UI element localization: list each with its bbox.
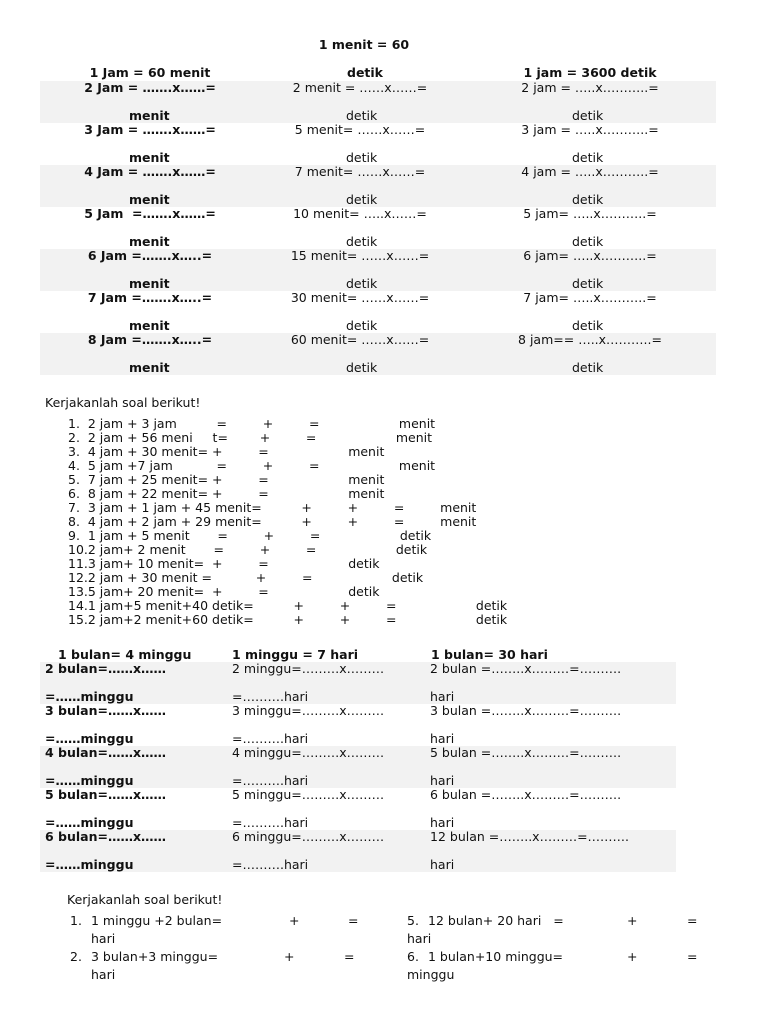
table-cell: menit <box>129 108 170 123</box>
list-item: 1. 2 jam + 3 jam = + = menit <box>68 416 436 431</box>
equals-sign: = <box>687 913 698 928</box>
table-cell: 8 Jam =…….x…..= <box>87 332 213 347</box>
list-item: 15.2 jam+2 menit+60 detik= + + = detik <box>68 612 508 627</box>
table-cell: hari <box>430 815 455 830</box>
list-item-number: 2. <box>70 949 82 964</box>
table-cell: =……minggu <box>45 773 134 788</box>
table-cell: =……….hari <box>232 731 309 746</box>
list-item: 6. 8 jam + 22 menit= + = menit <box>68 486 385 501</box>
table-cell: 6 jam= …..x………..= <box>523 248 657 263</box>
table-cell: 3 bulan=……x…… <box>45 703 167 718</box>
table-cell: 5 menit= ……x……= <box>294 122 426 137</box>
list-item: 3. 4 jam + 30 menit= + = menit <box>68 444 385 459</box>
list-item: 11.3 jam+ 10 menit= + = detik <box>68 556 380 571</box>
table-cell: detik <box>346 234 378 249</box>
plus-sign: + <box>289 913 300 928</box>
header-jam-detik: 1 jam = 3600 detik <box>523 65 657 80</box>
list-item: 10.2 jam+ 2 menit = + = detik <box>68 542 428 557</box>
table-cell: menit <box>129 360 170 375</box>
table-cell: 5 Jam =…….x……= <box>84 206 216 221</box>
table-cell: 4 minggu=………x……… <box>232 745 385 760</box>
table-cell: =……….hari <box>232 815 309 830</box>
equals-sign: = <box>687 949 698 964</box>
table-cell: 30 menit= ……x……= <box>290 290 430 305</box>
list-item: 5. 7 jam + 25 menit= + = menit <box>68 472 385 487</box>
list-item: 1 bulan+10 minggu= <box>428 949 564 964</box>
table-cell: 7 jam= …..x………..= <box>523 290 657 305</box>
table-cell: =……….hari <box>232 689 309 704</box>
exercise2-heading: Kerjakanlah soal berikut! <box>67 892 223 907</box>
header-minggu-hari: 1 minggu = 7 hari <box>232 647 359 662</box>
unit-label: minggu <box>407 967 455 982</box>
table-cell: 2 jam = …..x………..= <box>521 80 659 95</box>
list-item: 13.5 jam+ 20 menit= + = detik <box>68 584 380 599</box>
table-cell: hari <box>430 773 455 788</box>
header-jam-menit: 1 Jam = 60 menit <box>89 65 211 80</box>
table-cell: detik <box>572 276 604 291</box>
table-cell: menit <box>129 150 170 165</box>
table-cell: detik <box>346 276 378 291</box>
table-cell: =……minggu <box>45 689 134 704</box>
list-item: 14.1 jam+5 menit+40 detik= + + = detik <box>68 598 508 613</box>
table-cell: 15 menit= ……x……= <box>290 248 430 263</box>
table-cell: detik <box>572 108 604 123</box>
table-cell: 3 jam = …..x………..= <box>521 122 659 137</box>
table-cell: 6 Jam =…….x…..= <box>87 248 213 263</box>
table-cell: 5 bulan=……x…… <box>45 787 167 802</box>
table-cell: 2 bulan=……x…… <box>45 661 167 676</box>
table-cell: 6 bulan=……x…… <box>45 829 167 844</box>
table-cell: menit <box>129 234 170 249</box>
table-cell: detik <box>572 318 604 333</box>
table-cell: 3 minggu=………x……… <box>232 703 385 718</box>
table-cell: detik <box>346 360 378 375</box>
list-item-number: 6. <box>407 949 419 964</box>
table-cell: =……….hari <box>232 857 309 872</box>
table-cell: 3 Jam = …….x……= <box>84 122 216 137</box>
table-cell: =……….hari <box>232 773 309 788</box>
table-cell: 2 minggu=………x……… <box>232 661 385 676</box>
table-cell: 60 menit= ……x……= <box>290 332 430 347</box>
table-cell: 3 bulan =……..x………=………. <box>430 703 622 718</box>
table-cell: 6 minggu=………x……… <box>232 829 385 844</box>
list-item: 1 minggu +2 bulan= <box>91 913 223 928</box>
table-cell: 5 bulan =……..x………=………. <box>430 745 622 760</box>
exercise1-heading: Kerjakanlah soal berikut! <box>45 395 201 410</box>
table-cell: 5 jam= …..x………..= <box>523 206 657 221</box>
table-cell: 4 Jam = …….x……= <box>84 164 216 179</box>
table-cell: detik <box>572 150 604 165</box>
table-cell: menit <box>129 318 170 333</box>
list-item: 3 bulan+3 minggu= <box>91 949 219 964</box>
list-item: 12 bulan+ 20 hari = <box>428 913 564 928</box>
table-cell: 2 Jam = …….x……= <box>84 80 216 95</box>
table-cell: =……minggu <box>45 857 134 872</box>
table-cell: =……minggu <box>45 731 134 746</box>
table-cell: hari <box>430 857 455 872</box>
list-item-number: 5. <box>407 913 419 928</box>
header-bulan-minggu: 1 bulan= 4 minggu <box>58 647 192 662</box>
table-cell: detik <box>346 150 378 165</box>
unit-label: hari <box>91 967 116 982</box>
equals-sign: = <box>348 913 359 928</box>
table-cell: detik <box>346 192 378 207</box>
table-cell: hari <box>430 731 455 746</box>
list-item-number: 1. <box>70 913 82 928</box>
table-cell: 4 bulan=……x…… <box>45 745 167 760</box>
table-cell: 2 bulan =……..x………=………. <box>430 661 622 676</box>
list-item: 12.2 jam + 30 menit = + = detik <box>68 570 424 585</box>
plus-sign: + <box>627 913 638 928</box>
table-cell: detik <box>346 108 378 123</box>
plus-sign: + <box>284 949 295 964</box>
header-menit-detik-top: 1 menit = 60 <box>318 37 410 52</box>
table-cell: menit <box>129 192 170 207</box>
table-cell: 2 menit = ……x……= <box>292 80 428 95</box>
table-cell: 7 menit= ……x……= <box>294 164 426 179</box>
table-cell: 6 bulan =……..x………=………. <box>430 787 622 802</box>
table-cell: detik <box>346 318 378 333</box>
plus-sign: + <box>627 949 638 964</box>
list-item: 8. 4 jam + 2 jam + 29 menit= + + = menit <box>68 514 477 529</box>
table-cell: 10 menit= …..x……= <box>293 206 427 221</box>
table-cell: =……minggu <box>45 815 134 830</box>
table-cell: 4 jam = …..x………..= <box>521 164 659 179</box>
table-cell: 8 jam== …..x………..= <box>518 332 662 347</box>
table-cell: detik <box>572 360 604 375</box>
table-cell: detik <box>572 192 604 207</box>
table-cell: 5 minggu=………x……… <box>232 787 385 802</box>
table-cell: detik <box>572 234 604 249</box>
header-detik: detik <box>347 65 383 80</box>
unit-label: hari <box>91 931 116 946</box>
list-item: 4. 5 jam +7 jam = + = menit <box>68 458 436 473</box>
table-cell: 12 bulan =……..x………=………. <box>430 829 630 844</box>
list-item: 7. 3 jam + 1 jam + 45 menit= + + = menit <box>68 500 477 515</box>
unit-label: hari <box>407 931 432 946</box>
table-cell: hari <box>430 689 455 704</box>
table-cell: menit <box>129 276 170 291</box>
equals-sign: = <box>344 949 355 964</box>
list-item: 2. 2 jam + 56 meni t= + = menit <box>68 430 433 445</box>
table-cell: 7 Jam =…….x…..= <box>87 290 213 305</box>
header-bulan-hari: 1 bulan= 30 hari <box>431 647 548 662</box>
list-item: 9. 1 jam + 5 menit = + = detik <box>68 528 432 543</box>
